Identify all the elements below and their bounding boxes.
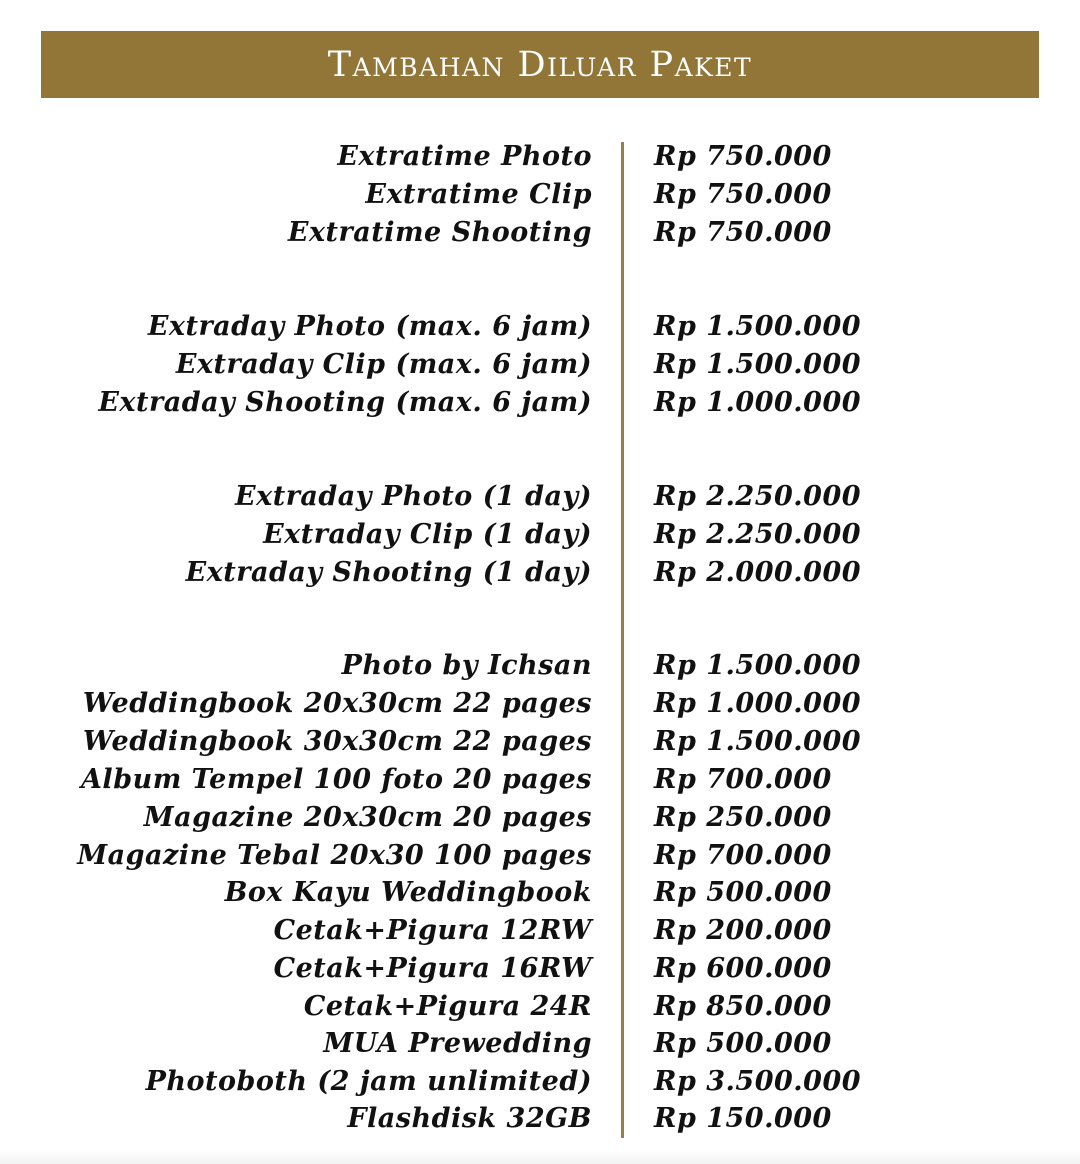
item-price: Rp 700.000: [654, 764, 832, 795]
item-price: Rp 750.000: [654, 217, 832, 248]
item-label: Box Kayu Weddingbook: [224, 877, 592, 908]
item-price: Rp 1.500.000: [654, 311, 862, 342]
item-price: Rp 1.500.000: [654, 726, 862, 757]
price-row-extraday-clip-1day: [0, 516, 1080, 554]
item-label: Magazine 20x30cm 20 pages: [143, 802, 592, 833]
item-price: Rp 150.000: [654, 1103, 832, 1134]
item-price: Rp 500.000: [654, 1028, 832, 1059]
item-label: Cetak+Pigura 12RW: [273, 915, 592, 946]
item-label: Extraday Shooting (1 day): [185, 557, 592, 588]
item-price: Rp 750.000: [654, 179, 832, 210]
item-label: Photo by Ichsan: [341, 650, 592, 681]
item-label: Extratime Shooting: [287, 217, 592, 248]
price-row-cetak-pigura-24r: [0, 988, 1080, 1026]
price-row-extraday-shooting-6jam: [0, 384, 1080, 422]
item-price: Rp 700.000: [654, 840, 832, 871]
price-row-extratime-shooting: [0, 214, 1080, 252]
price-row-photoboth: [0, 1063, 1080, 1101]
price-row-photo-by-ichsan: [0, 647, 1080, 685]
price-row-weddingbook-30x30: [0, 723, 1080, 761]
header-banner: [41, 31, 1039, 98]
price-row-flashdisk: [0, 1100, 1080, 1138]
item-price: Rp 1.500.000: [654, 349, 862, 380]
price-row-extraday-shooting-1day: [0, 554, 1080, 592]
item-price: Rp 500.000: [654, 877, 832, 908]
item-label: Extraday Photo (max. 6 jam): [147, 311, 592, 342]
item-label: Cetak+Pigura 16RW: [273, 953, 592, 984]
item-label: MUA Prewedding: [323, 1028, 592, 1059]
item-price: Rp 1.500.000: [654, 650, 862, 681]
price-row-album-tempel: [0, 761, 1080, 799]
item-label: Extratime Clip: [365, 179, 592, 210]
item-label: Photoboth (2 jam unlimited): [145, 1066, 592, 1097]
item-price: Rp 250.000: [654, 802, 832, 833]
price-row-weddingbook-20x30: [0, 685, 1080, 723]
item-label: Flashdisk 32GB: [347, 1103, 592, 1134]
item-price: Rp 2.250.000: [654, 519, 862, 550]
price-row-box-kayu: [0, 874, 1080, 912]
page-title: Tambahan Diluar Paket: [327, 44, 753, 85]
item-label: Cetak+Pigura 24R: [303, 991, 592, 1022]
item-label: Extraday Clip (max. 6 jam): [175, 349, 592, 380]
item-price: Rp 3.500.000: [654, 1066, 862, 1097]
item-price: Rp 600.000: [654, 953, 832, 984]
price-row-magazine-20x30: [0, 799, 1080, 837]
price-row-cetak-pigura-16rw: [0, 950, 1080, 988]
price-row-magazine-tebal: [0, 837, 1080, 875]
item-label: Extraday Clip (1 day): [263, 519, 592, 550]
item-price: Rp 850.000: [654, 991, 832, 1022]
item-label: Extratime Photo: [337, 141, 592, 172]
item-label: Extraday Shooting (max. 6 jam): [98, 387, 592, 418]
price-row-extratime-clip: [0, 176, 1080, 214]
item-price: Rp 1.000.000: [654, 387, 862, 418]
bottom-edge: [0, 1150, 1080, 1164]
price-row-extraday-photo-1day: [0, 478, 1080, 516]
item-label: Weddingbook 30x30cm 22 pages: [82, 726, 592, 757]
price-row-extratime-photo: [0, 138, 1080, 176]
item-price: Rp 200.000: [654, 915, 832, 946]
item-price: Rp 750.000: [654, 141, 832, 172]
item-label: Magazine Tebal 20x30 100 pages: [77, 840, 592, 871]
item-label: Extraday Photo (1 day): [235, 481, 592, 512]
price-row-cetak-pigura-12rw: [0, 912, 1080, 950]
item-label: Album Tempel 100 foto 20 pages: [80, 764, 592, 795]
item-price: Rp 2.250.000: [654, 481, 862, 512]
price-row-mua-prewedding: [0, 1025, 1080, 1063]
price-row-extraday-photo-6jam: [0, 308, 1080, 346]
price-row-extraday-clip-6jam: [0, 346, 1080, 384]
item-price: Rp 1.000.000: [654, 688, 862, 719]
item-label: Weddingbook 20x30cm 22 pages: [82, 688, 592, 719]
item-price: Rp 2.000.000: [654, 557, 862, 588]
